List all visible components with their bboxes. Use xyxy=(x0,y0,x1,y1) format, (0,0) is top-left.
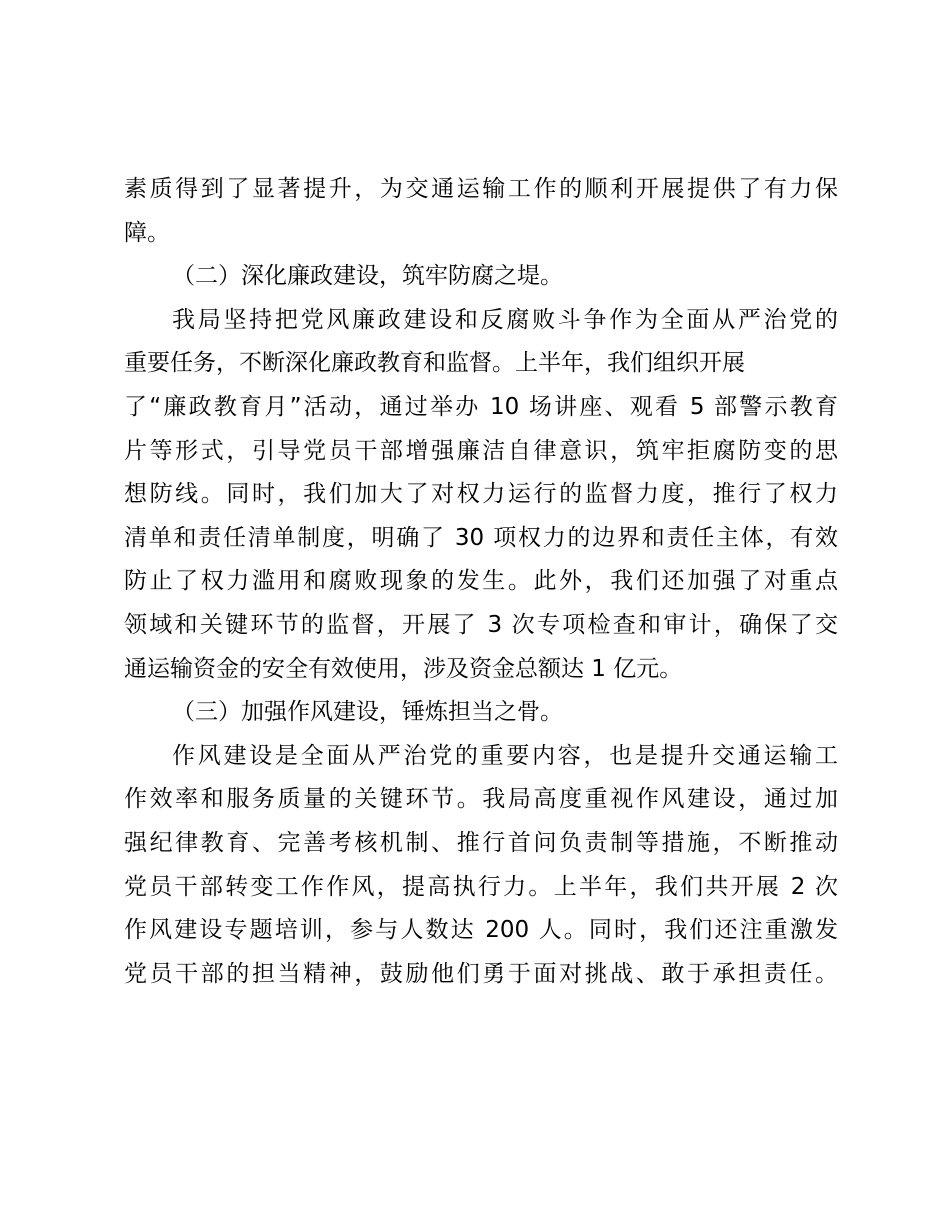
document-body xyxy=(124,168,838,996)
section-heading: （二）深化廉政建设，筑牢防腐之堤。 xyxy=(172,263,563,290)
text-line: 想防线。同时，我们加大了对权力运行的监督力度，推行了权力 xyxy=(124,481,838,508)
text-line: 党员干部的担当精神，鼓励他们勇于面对挑战、敢于承担责任。 xyxy=(124,960,838,987)
section-heading: （三）加强作风建设，锤炼担当之骨。 xyxy=(172,699,563,726)
text-line: 作效率和服务质量的关键环节。我局高度重视作风建设，通过加 xyxy=(124,786,838,813)
text-line: 障。 xyxy=(124,219,170,246)
text-line: 通运输资金的安全有效使用，涉及资金总额达 1 亿元。 xyxy=(124,655,683,682)
text-line: 强纪律教育、完善考核机制、推行首问负责制等措施，不断推动 xyxy=(124,829,838,856)
text-line: 作风建设是全面从严治党的重要内容，也是提升交通运输工 xyxy=(172,742,838,769)
text-line: 了“廉政教育月”活动，通过举办 10 场讲座、观看 5 部警示教育 xyxy=(124,393,838,420)
text-line: 党员干部转变工作作风，提高执行力。上半年，我们共开展 2 次 xyxy=(124,873,838,900)
text-line: 防止了权力滥用和腐败现象的发生。此外，我们还加强了对重点 xyxy=(124,568,838,595)
text-line: 重要任务，不断深化廉政教育和监督。上半年，我们组织开展 xyxy=(124,350,745,377)
text-line: 我局坚持把党风廉政建设和反腐败斗争作为全面从严治党的 xyxy=(172,306,838,333)
text-line: 作风建设专题培训，参与人数达 200 人。同时，我们还注重激发 xyxy=(124,917,838,944)
text-line: 领域和关键环节的监督，开展了 3 次专项检查和审计，确保了交 xyxy=(124,611,838,638)
text-line: 素质得到了显著提升，为交通运输工作的顺利开展提供了有力保 xyxy=(124,176,838,202)
text-line: 清单和责任清单制度，明确了 30 项权力的边界和责任主体，有效 xyxy=(124,524,838,551)
text-line: 片等形式，引导党员干部增强廉洁自律意识，筑牢拒腐防变的思 xyxy=(124,437,838,464)
